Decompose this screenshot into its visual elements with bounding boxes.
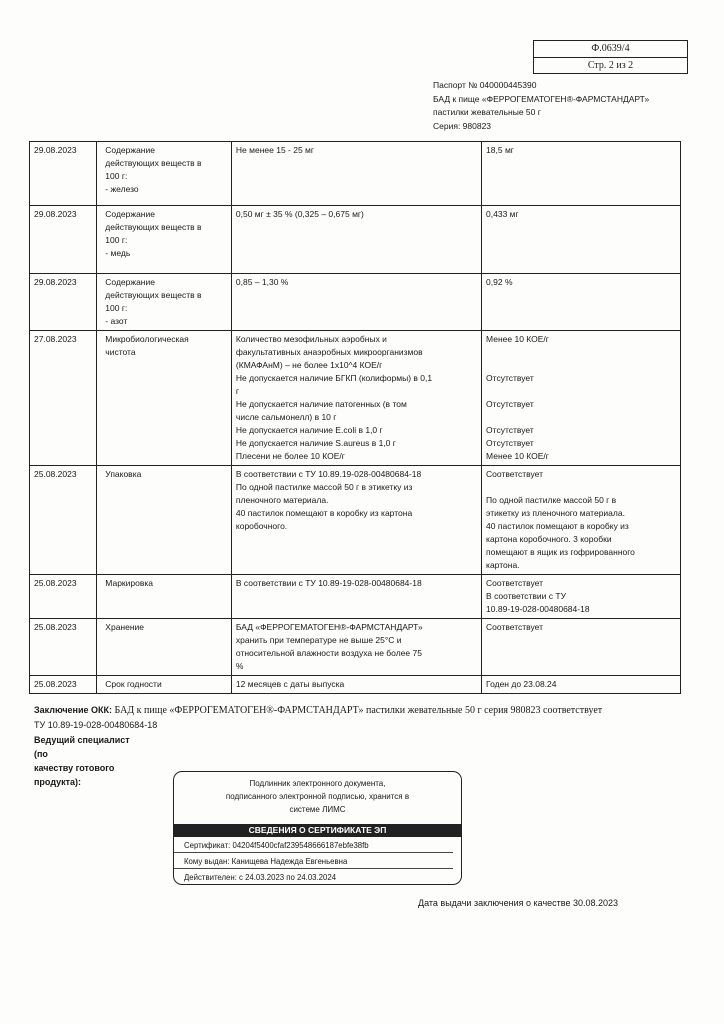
product-form: пастилки жевательные 50 г: [433, 107, 541, 117]
passport-number: Паспорт № 040000445390: [433, 80, 537, 90]
form-code-box: [533, 40, 688, 74]
row-result: 0,433 мг: [482, 206, 681, 274]
row-parameter: Содержание действующих веществ в 100 г: - медь: [97, 206, 232, 274]
table-row: [30, 274, 681, 331]
row-norm: Количество мезофильных аэробных и факультативных анаэробных микроорганизмов (КМАФАнМ) – не более 1х10^4 КОЕ/г Не допускается наличие БГКП (колиформы) в 0,1 г Не допускается наличие патогенных (в том числе сальмонелл) в 10 г Не допускается наличие E.coli в 1,0 г Не допускается наличие S.aureus в 1,0 г Плесени не более 10 КОЕ/г: [231, 331, 481, 466]
row-parameter: Микробиологическая чистота: [97, 331, 232, 466]
row-parameter: Хранение: [97, 619, 232, 676]
passport-block: [433, 79, 649, 133]
table-row: [30, 206, 681, 274]
table-row: [30, 676, 681, 694]
row-parameter: Упаковка: [97, 466, 232, 575]
table-row: [30, 331, 681, 466]
stamp-header: СВЕДЕНИЯ О СЕРТИФИКАТЕ ЭП: [174, 824, 461, 837]
row-date: 27.08.2023: [30, 331, 97, 466]
row-result: Соответствует: [482, 619, 681, 676]
table-row: [30, 575, 681, 619]
e-signature-stamp: [173, 771, 462, 885]
row-date: 25.08.2023: [30, 619, 97, 676]
form-code: Ф.0639/4: [591, 43, 630, 54]
stamp-issued-to: Кому выдан: Канищева Надежда Евгеньевна: [174, 855, 453, 869]
row-norm: Не менее 15 - 25 мг: [231, 142, 481, 206]
stamp-validity: Действителен: с 24.03.2023 по 24.03.2024: [184, 873, 337, 882]
row-parameter: Срок годности: [97, 676, 232, 694]
conclusion-standard: ТУ 10.89-19-028-00480684-18: [34, 720, 158, 730]
row-norm: 0,50 мг ± 35 % (0,325 – 0,675 мг): [231, 206, 481, 274]
row-result: 18,5 мг: [482, 142, 681, 206]
conclusion-label: Заключение ОКК:: [34, 705, 113, 715]
row-date: 25.08.2023: [30, 575, 97, 619]
row-norm: В соответствии с ТУ 10.89-19-028-00480684-18: [231, 575, 481, 619]
row-result: Соответствует По одной пастилке массой 50 г в этикетку из пленочного материала. 40 пастилок помещают в коробку из картона коробочного. 3 коробки помещают в ящик из гофрированного картона.: [482, 466, 681, 575]
row-result: Менее 10 КОЕ/г Отсутствует Отсутствует Отсутствует Отсутствует Менее 10 КОЕ/г: [482, 331, 681, 466]
table-row: [30, 619, 681, 676]
row-norm: 12 месяцев с даты выпуска: [231, 676, 481, 694]
specialist-label: Ведущий специалист (по качеству готового продукта):: [34, 735, 130, 787]
row-norm: 0,85 – 1,30 %: [231, 274, 481, 331]
row-result: Годен до 23.08.24: [482, 676, 681, 694]
stamp-certificate: Сертификат: 04204f5400cfaf239548666187ebfe38fb: [174, 839, 453, 853]
conclusion: [34, 703, 654, 732]
row-parameter: Маркировка: [97, 575, 232, 619]
row-parameter: Содержание действующих веществ в 100 г: - железо: [97, 142, 232, 206]
row-norm: В соответствии с ТУ 10.89.19-028-00480684-18 По одной пастилке массой 50 г в этикетку из пленочного материала. 40 пастилок помещают в коробку из картона коробочного.: [231, 466, 481, 575]
quality-table: [29, 141, 681, 694]
issue-date: Дата выдачи заключения о качестве 30.08.2023: [418, 898, 618, 908]
product-name: БАД к пище «ФЕРРОГЕМАТОГЕН®-ФАРМСТАНДАРТ»: [433, 93, 650, 104]
table-row: [30, 466, 681, 575]
row-date: 25.08.2023: [30, 676, 97, 694]
row-result: 0,92 %: [482, 274, 681, 331]
page-number: Стр. 2 из 2: [534, 57, 687, 74]
series-number: Серия: 980823: [433, 120, 492, 131]
row-date: 29.08.2023: [30, 206, 97, 274]
row-date: 25.08.2023: [30, 466, 97, 575]
conclusion-text: БАД к пище «ФЕРРОГЕМАТОГЕН®-ФАРМСТАНДАРТ» пастилки жевательные 50 г серия 980823 соответствует: [114, 705, 603, 716]
row-date: 29.08.2023: [30, 274, 97, 331]
row-parameter: Содержание действующих веществ в 100 г: - азот: [97, 274, 232, 331]
stamp-caption: Подлинник электронного документа, подписанного электронной подписью, хранится в системе ЛИМС: [225, 779, 410, 814]
row-result: Соответствует В соответствии с ТУ 10.89-19-028-00480684-18: [482, 575, 681, 619]
table-row: [30, 142, 681, 206]
row-date: 29.08.2023: [30, 142, 97, 206]
row-norm: БАД «ФЕРРОГЕМАТОГЕН®-ФАРМСТАНДАРТ» хранить при температуре не выше 25°С и относительной влажности воздуха не более 75 %: [231, 619, 481, 676]
